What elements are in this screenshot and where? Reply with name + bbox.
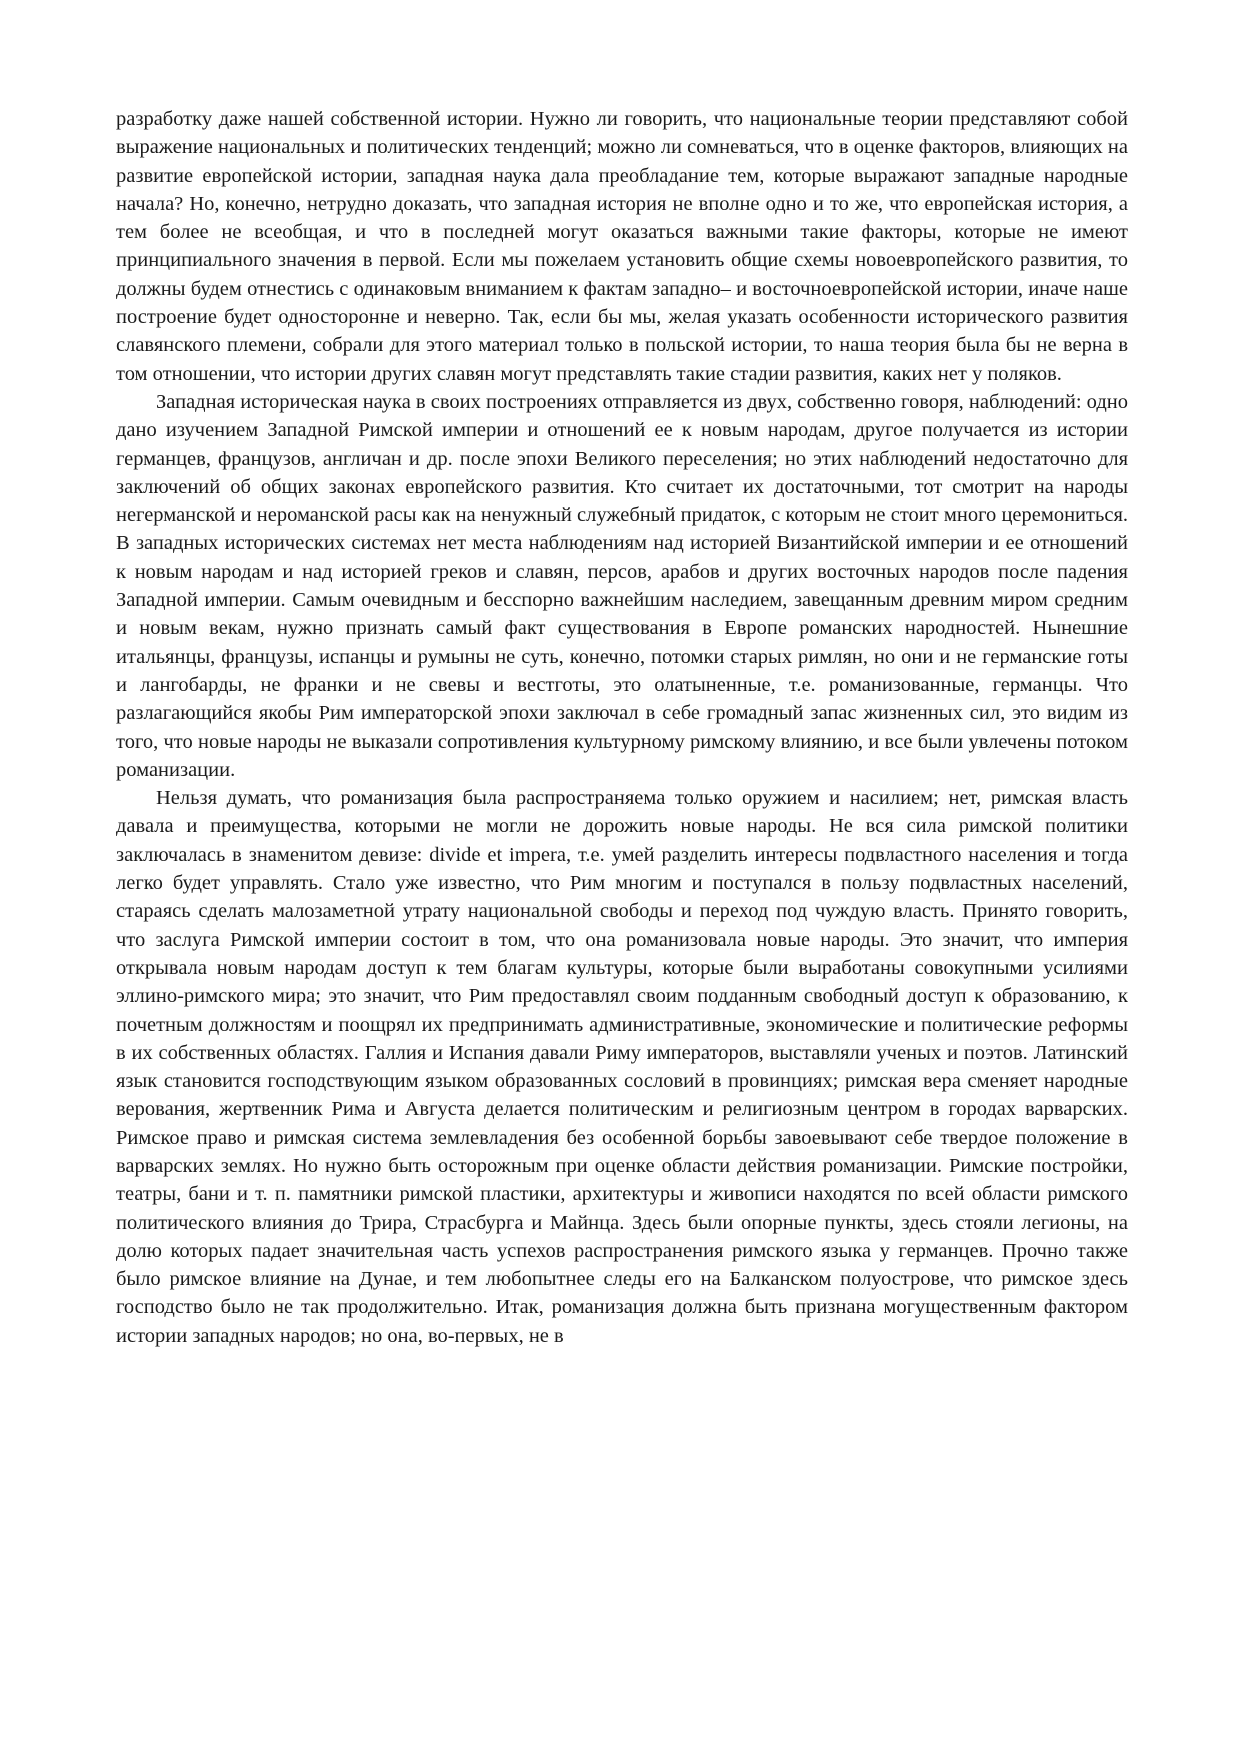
paragraph-2: Западная историческая наука в своих построениях отправляется из двух, собственно говоря, наблюдений: одно дано изучением Западной Римской империи и отношений ее к новым народам, другое получается из истории германцев, французов, англичан и др. после эпохи Великого переселения; но этих наблюдений недостаточно для заключений об общих законах европейского развития. Кто считает их достаточными, тот смотрит на народы негерманской и нероманской расы как на ненужный служебный придаток, с которым не стоит много церемониться. В западных исторических системах нет места наблюдениям над историей Византийской империи и ее отношений к новым народам и над историей греков и славян, персов, арабов и других восточных народов после падения Западной империи. Самым очевидным и бесспорно важнейшим наследием, завещанным древним миром средним и новым векам, нужно признать самый факт существования в Европе романских народностей. Нынешние итальянцы, французы, испанцы и румыны не суть, конечно, потомки старых римлян, но они и не германские готы и лангобарды, не франки и не свевы и вестготы, это олатыненные, т.е. романизованные, германцы. Что разлагающийся якобы Рим императорской эпохи заключал в себе громадный запас жизненных сил, это видим из того, что новые народы не выказали сопротивления культурному римскому влиянию, и все были увлечены потоком романизации.: [116, 390, 1128, 781]
paragraph-1: разработку даже нашей собственной истории. Нужно ли говорить, что национальные теории представляют собой выражение национальных и политических тенденций; можно ли сомневаться, что в оценке факторов, влияющих на развитие европейской истории, западная наука дала преобладание тем, которые выражают западные народные начала? Но, конечно, нетрудно доказать, что западная история не вполне одно и то же, что европейская история, а тем более не всеобщая, и что в последней могут оказаться важными такие факторы, которые не имеют принципиального значения в первой. Если мы пожелаем установить общие схемы новоевропейского развития, то должны будем отнестись с одинаковым вниманием к фактам западно– и восточноевропейской истории, иначе наше построение будет односторонне и неверно. Так, если бы мы, желая указать особенности исторического развития славянского племени, собрали для этого материал только в польской истории, то наша теория была бы не верна в том отношении, что истории других славян могут представлять такие стадии развития, каких нет у поляков.: [116, 108, 1128, 385]
paragraph-3: Нельзя думать, что романизация была распространяема только оружием и насилием; нет, римская власть давала и преимущества, которыми не могли не дорожить новые народы. Не вся сила римской политики заключалась в знаменитом девизе: divide et impera, т.е. умей разделить интересы подвластного населения и тогда легко будет управлять. Стало уже известно, что Рим многим и поступался в пользу подвластных населений, стараясь сделать малозаметной утрату национальной свободы и переход под чуждую власть. Принято говорить, что заслуга Римской империи состоит в том, что она романизовала новые народы. Это значит, что империя открывала новым народам доступ к тем благам культуры, которые были выработаны совокупными усилиями эллино-римского мира; это значит, что Рим предоставлял своим подданным свободный доступ к образованию, к почетным должностям и поощрял их предпринимать административные, экономические и политические реформы в их собственных областях. Галлия и Испания давали Риму императоров, выставляли ученых и поэтов. Латинский язык становится господствующим языком образованных сословий в провинциях; римская вера сменяет народные верования, жертвенник Рима и Августа делается политическим и религиозным центром в городах варварских. Римское право и римская система землевладения без особенной борьбы завоевывают себе твердое положение в варварских землях. Но нужно быть осторожным при оценке области действия романизации. Римские постройки, театры, бани и т. п. памятники римской пластики, архитектуры и живописи находятся по всей области римского политического влияния до Трира, Страсбурга и Майнца. Здесь были опорные пункты, здесь стояли легионы, на долю которых падает значительная часть успехов распространения римского языка у германцев. Прочно также было римское влияние на Дунае, и тем любопытнее следы его на Балканском полуострове, что римское здесь господство было не так продолжительно. Итак, романизация должна быть признана могущественным фактором истории западных народов; но она, во-первых, не в: [116, 787, 1128, 1347]
document-body: [116, 105, 1128, 1350]
